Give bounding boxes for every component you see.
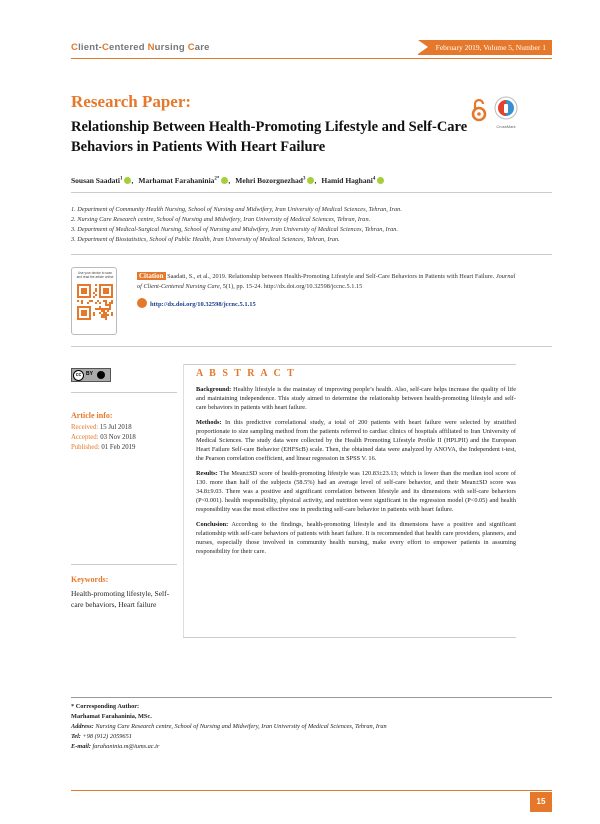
author — [321, 176, 384, 185]
section-label: Background: — [196, 386, 232, 393]
article-info-dates — [71, 423, 136, 453]
affiliation-item: 3. Department of Medical-Surgical Nursing, School of Nursing and Midwifery, Iran University of Medical Sciences, Tehran, Iran. — [71, 226, 398, 233]
crossmark-label: CrossMark — [496, 124, 516, 129]
section-label: Methods: — [196, 418, 222, 426]
citation-block — [137, 271, 517, 292]
qr-box — [71, 267, 117, 335]
section-text: According to the findings, health-promoting lifestyle and its dimensions have a positive and significant relationship with self-care behaviors of patients with heart failure. It is recommended that health care providers, planners, and nurses, especially those involved in community health nursing, make every effort to empower patients in assuming responsibility for their care. — [196, 520, 516, 556]
cc-nc-icon — [97, 371, 105, 379]
doi-link[interactable]: http://dx.doi.org/10.32598/jccnc.5.1.15 — [150, 301, 256, 308]
orcid-icon[interactable] — [221, 177, 228, 184]
author-name: Hamid Haghani — [321, 176, 373, 185]
author-name: Mehri Bozorgnezhad — [235, 176, 303, 185]
citation-text-before: Saadati, S., et al., 2019. Relationship between Health-Promoting Lifestyle and Self-Care Behaviors in Patients with Heart Failure. — [165, 273, 496, 280]
email-label: E-mail: — [71, 743, 91, 750]
author: Sousan Saadati$^1$ , — [71, 176, 134, 185]
keywords-text: Health-promoting lifestyle, Self-care behaviors, Heart failure — [71, 589, 170, 609]
journal-name-part: are — [194, 42, 210, 53]
citation-journal: Journal of Client-Centered Nursing Care — [137, 273, 516, 290]
journal-name-part: C — [71, 42, 79, 53]
accepted-label: Accepted: — [71, 434, 99, 441]
corresponding-heading: * Corresponding Author: — [71, 703, 140, 710]
corresponding-rule — [71, 697, 552, 698]
author-name: Marhamat Farahaninia — [138, 176, 215, 185]
author-affiliation-mark: 2* — [214, 176, 220, 182]
abstract-rule-bottom — [183, 637, 516, 638]
abstract-rule-top — [183, 364, 516, 365]
affiliations-rule — [71, 254, 552, 255]
journal-name-part: N — [147, 42, 155, 53]
issue-badge: February 2019, Volume 5, Number 1 — [418, 40, 552, 55]
received-label: Received: — [71, 424, 99, 431]
author: Mehri Bozorgnezhad$^3$ , — [235, 176, 317, 185]
section-text: The Mean±SD score of health-promoting lifestyle was 120.83±23.13; which is lower than the median tool score of 130. more than half of the subjects (58.5%) had an average level of self-care behavior, and their Mean±SD score was 34.8±9.03. There was a positive and significant correlation between lifestyle and its dimensions with self-care behaviors (P<0.001). health responsibility, physical activity, and nutrition were significant in the regression model (P<0.05) and health responsibility was the most effective one in predicting self-care behavior in patients with heart failure. — [196, 469, 516, 514]
section-text: Healthy lifestyle is the mainstay of improving people’s health. Also, self-care helps increase the quality of life and maintaining independence. This study aimed to determine the relationship between health-promoting lifestyle and self-care behaviors in patients with heart failure. — [196, 386, 516, 412]
abstract-background — [196, 385, 516, 413]
tel-label: Tel: — [71, 733, 81, 740]
affiliation-item: 2. Nursing Care Research centre, School of Nursing and Midwifery, Iran University of Medical Sciences, Tehran, Iran. — [71, 216, 371, 223]
author-affiliation-mark: 3 — [302, 176, 306, 182]
orcid-icon[interactable] — [307, 177, 314, 184]
article-info-heading: Article info: — [71, 411, 113, 420]
abstract-results — [196, 469, 516, 515]
author-name: Sousan Saadati — [71, 176, 120, 185]
journal-name-part: lient- — [78, 42, 102, 53]
abstract-body — [196, 385, 516, 561]
abstract-heading: A B S T R A C T — [196, 368, 296, 379]
corresponding-name: Marhamat Farahaninia, MSc. — [71, 713, 152, 720]
author-affiliation-mark: 1 — [119, 176, 123, 182]
abstract-conclusion — [196, 520, 516, 557]
cc-by-label: BY — [86, 371, 93, 377]
page-number: 15 — [530, 792, 552, 812]
affiliation-item: 3. Department of Biostatistics, School of Public Health, Iran University of Medical Sciences, Tehran, Iran. — [71, 236, 340, 243]
published-date: 01 Feb 2019 — [101, 444, 136, 451]
orcid-icon[interactable] — [377, 177, 384, 184]
corresponding-author — [71, 702, 387, 752]
citation-label: Citation — [139, 272, 164, 280]
qr-code-icon[interactable] — [77, 284, 113, 320]
published-label: Published: — [71, 444, 100, 451]
author-affiliation-mark: 4 — [372, 176, 376, 182]
section-label: Conclusion: — [196, 520, 229, 528]
keywords-heading: Keywords: — [71, 575, 109, 584]
citation-text-after: , 5(1), pp. 15-24. http://dx.doi.org/10.32598/jccnc.5.1.15 — [219, 283, 363, 290]
cc-license-badge[interactable] — [71, 368, 111, 382]
orcid-icon[interactable] — [124, 177, 131, 184]
affiliations — [71, 205, 402, 245]
journal-name-part: C — [101, 42, 110, 53]
email-value[interactable]: farahaninia.m@iums.ac.ir — [90, 743, 160, 750]
open-access-icon — [470, 97, 488, 123]
left-rule — [71, 392, 177, 393]
journal-name-part: ursing — [154, 42, 188, 53]
header-rule — [71, 58, 552, 59]
authors-rule — [71, 192, 552, 193]
journal-name-part: entered — [109, 42, 148, 53]
authors-line — [71, 176, 389, 185]
address-label: Address: — [71, 723, 94, 730]
citation-rule — [71, 346, 552, 347]
crossmark-icon[interactable] — [494, 96, 518, 124]
section-text: In this predictive correlational study, a total of 200 patients with heart failure were selected by stratified proportionate to size sampling method from the patients referred to cardiac clinics of hospitals affiliated to Iran University of Medical Sciences. The study data were collected by the Health Promoting Lifestyle Profile II (HPLPII) and the European Heart Failure Self-care Behavior (EHFScB) scale. Then, the obtained data were analyzed by ANOVA, the Independent t-test, the Pearson correlation coefficient, and linear regression in SPSS V. 16. — [196, 418, 516, 463]
author: Marhamat Farahaninia$^{2*}$ , — [138, 176, 231, 185]
left-rule — [71, 564, 177, 565]
paper-title: Relationship Between Health-Promoting Lifestyle and Self-Care Behaviors in Patients With Heart Failure — [71, 119, 468, 155]
footer-rule — [71, 790, 552, 791]
doi-line[interactable] — [137, 298, 256, 308]
abstract-methods — [196, 418, 516, 464]
tel-value: +98 (912) 2059651 — [80, 733, 132, 740]
doi-icon — [137, 298, 147, 308]
paper-type: Research Paper: — [71, 92, 192, 111]
journal-name — [71, 42, 210, 53]
cc-icon: cc — [73, 370, 84, 381]
journal-name-part: C — [187, 42, 195, 53]
accepted-date: 03 Nov 2018 — [100, 434, 136, 441]
qr-caption: Use your device to scan and read the article online — [76, 271, 114, 279]
received-date: 15 Jul 2018 — [99, 424, 132, 431]
section-label: Results: — [196, 469, 218, 477]
address-value: Nursing Care Research centre, School of Nursing and Midwifery, Iran University of Medical Sciences, Tehran, Iran — [93, 723, 387, 730]
affiliation-item: 1. Department of Community Health Nursing, School of Nursing and Midwifery, Iran University of Medical Sciences, Tehran, Iran. — [71, 206, 402, 213]
abstract-divider — [183, 364, 184, 638]
